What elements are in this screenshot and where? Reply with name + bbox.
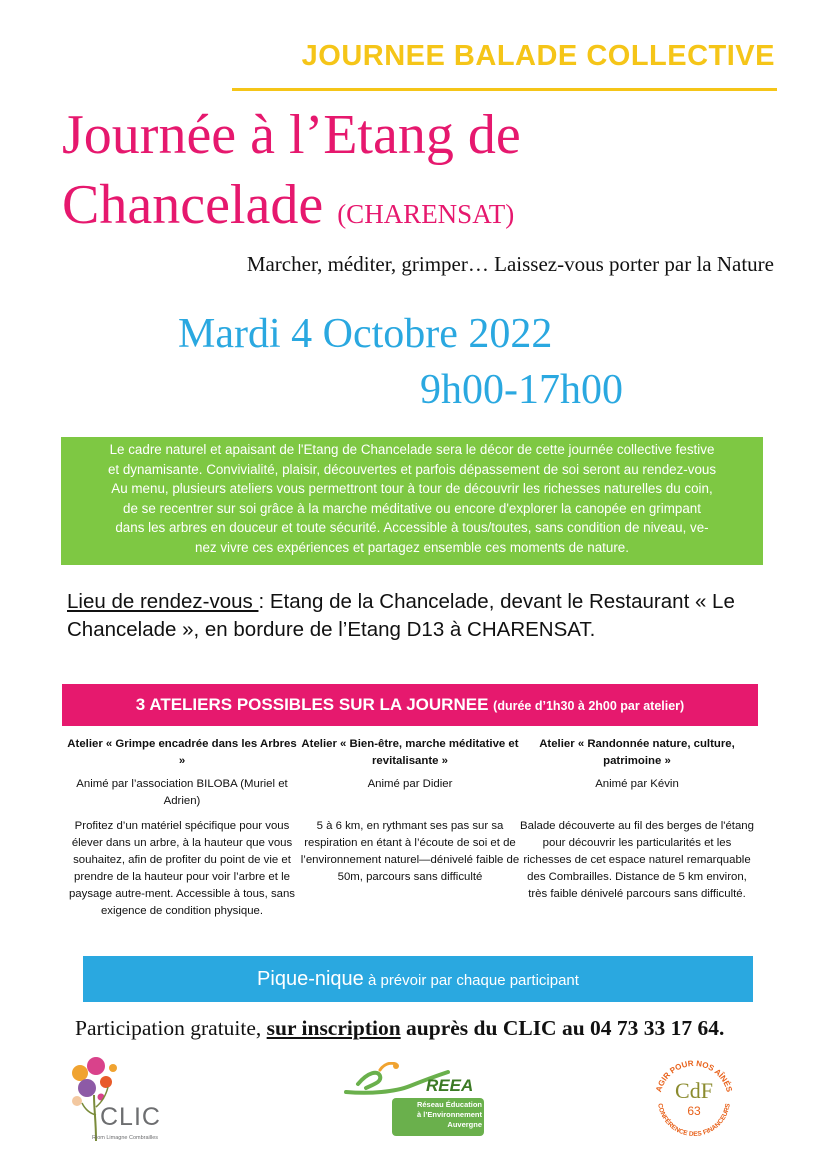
workshop-title: Atelier « Bien-être, marche méditative et revitalisante » [301,738,519,767]
reea-logo-line1: Réseau Éducation [416,1100,482,1109]
workshops-banner-note: (durée d’1h30 à 2h00 par atelier) [493,699,685,713]
workshop-description: 5 à 6 km, en rythmant ses pas sur sa respiration en étant à l’écoute de soi et de l’environnement naturel—dénivelé faible de 50m, parcours sans difficulté [300,820,520,883]
cdf-arc-bottom-text: CONFÉRENCE DES FINANCEURS [656,1102,732,1139]
event-tagline: Marcher, méditer, grimper… Laissez-vous porter par la Nature [246,252,774,276]
cdf-logo-number: 63 [687,1104,701,1118]
workshop-host: Animé par Didier [367,778,453,790]
reea-logo-line2: à l’Environnement Auvergne [416,1110,482,1129]
cdf-arc-top-text: AGIR POUR NOS AÎNÉS [654,1058,734,1094]
meeting-text: : Etang de la Chancelade, devant le Restaurant « Le Chancelade », en bordure de l’Etang D13 à CHARENSAT. [67,590,735,641]
picnic-rest: à prévoir par chaque participant [363,972,579,989]
header-title: JOURNEE BALADE COLLECTIVE [301,40,775,72]
participation-registration: sur inscription [266,1016,401,1040]
intro-line: Le cadre naturel et apaisant de l'Etang de Chancelade sera le décor de cette journée collective festive [109,442,715,457]
cdf-logo [646,1050,742,1146]
header-underline [232,88,777,91]
intro-line: Au menu, plusieurs ateliers vous permettront tour à tour de découvrir les richesses naturelles du coin, [111,481,713,496]
workshops-banner-title: 3 ATELIERS POSSIBLES SUR LA JOURNEE [135,695,489,714]
participation-line [75,1016,765,1041]
intro-line: dans les arbres en douceur et toute sécurité. Accessible à tous/toutes, sans condition de niveau, ve- [115,520,709,535]
intro-line: nez vivre ces expériences et partagez ensemble ces moments de nature. [195,539,629,555]
clic-logo-name: CLIC [100,1103,161,1131]
event-title [62,100,782,249]
reea-logo-name: REEA [426,1076,474,1095]
workshop-host: Animé par l’association BILOBA (Muriel et Adrien) [76,778,288,807]
event-title-name: Chancelade [62,174,324,236]
intro-box [61,437,763,565]
meeting-label: Lieu de rendez-vous [67,590,259,613]
workshop-description: Balade découverte au fil des berges de l'étang pour découvrir les particularités et les richesses de cet espace naturel remarquable des Combrailles. Distance de 5 km environ, très faible dénivelé parcours sans difficulté. [520,820,754,900]
clic-logo [66,1055,176,1150]
participation-free: Participation gratuite, [75,1016,267,1040]
workshop-column [64,736,300,920]
workshop-column [292,736,528,886]
clic-logo-subtitle: Riom Limagne Combrailles [92,1135,159,1141]
event-time: 9h00-17h00 [420,367,623,413]
workshops-banner [62,684,758,726]
intro-line: et dynamisante. Convivialité, plaisir, découvertes et parfois dépassement de soi seront au rendez-vous [107,461,717,477]
workshop-title: Atelier « Grimpe encadrée dans les Arbres » [67,738,297,767]
meeting-point [67,588,787,644]
workshop-host: Animé par Kévin [595,778,679,790]
event-date: Mardi 4 Octobre 2022 [178,311,553,357]
event-title-place: (CHARENSAT) [337,199,515,229]
picnic-banner [83,956,753,1002]
reea-logo-text [396,1100,482,1130]
cdf-logo-name: CdF [675,1078,713,1103]
workshop-column [519,736,755,903]
event-title-line1: Journée à l’Etang de [62,104,521,166]
picnic-strong: Pique-nique [257,968,364,990]
workshop-description: Profitez d’un matériel spécifique pour vous élever dans un arbre, à la hauteur que vous souhaitez, afin de profiter du point de vie et prendre de la hauteur pour voir l’arbre et le paysage autre-ment. Accessible à tous, sans exigence de condition physique. [68,820,296,917]
workshop-title: Atelier « Randonnée nature, culture, patrimoine » [539,738,735,767]
participation-contact: auprès du CLIC au 04 73 33 17 64. [400,1016,725,1040]
intro-line: de se recentrer sur soi grâce à la marche méditative ou encore d'explorer la canopée en grimpant [123,500,701,516]
event-title-line2 [62,170,782,249]
reea-logo [340,1062,490,1142]
